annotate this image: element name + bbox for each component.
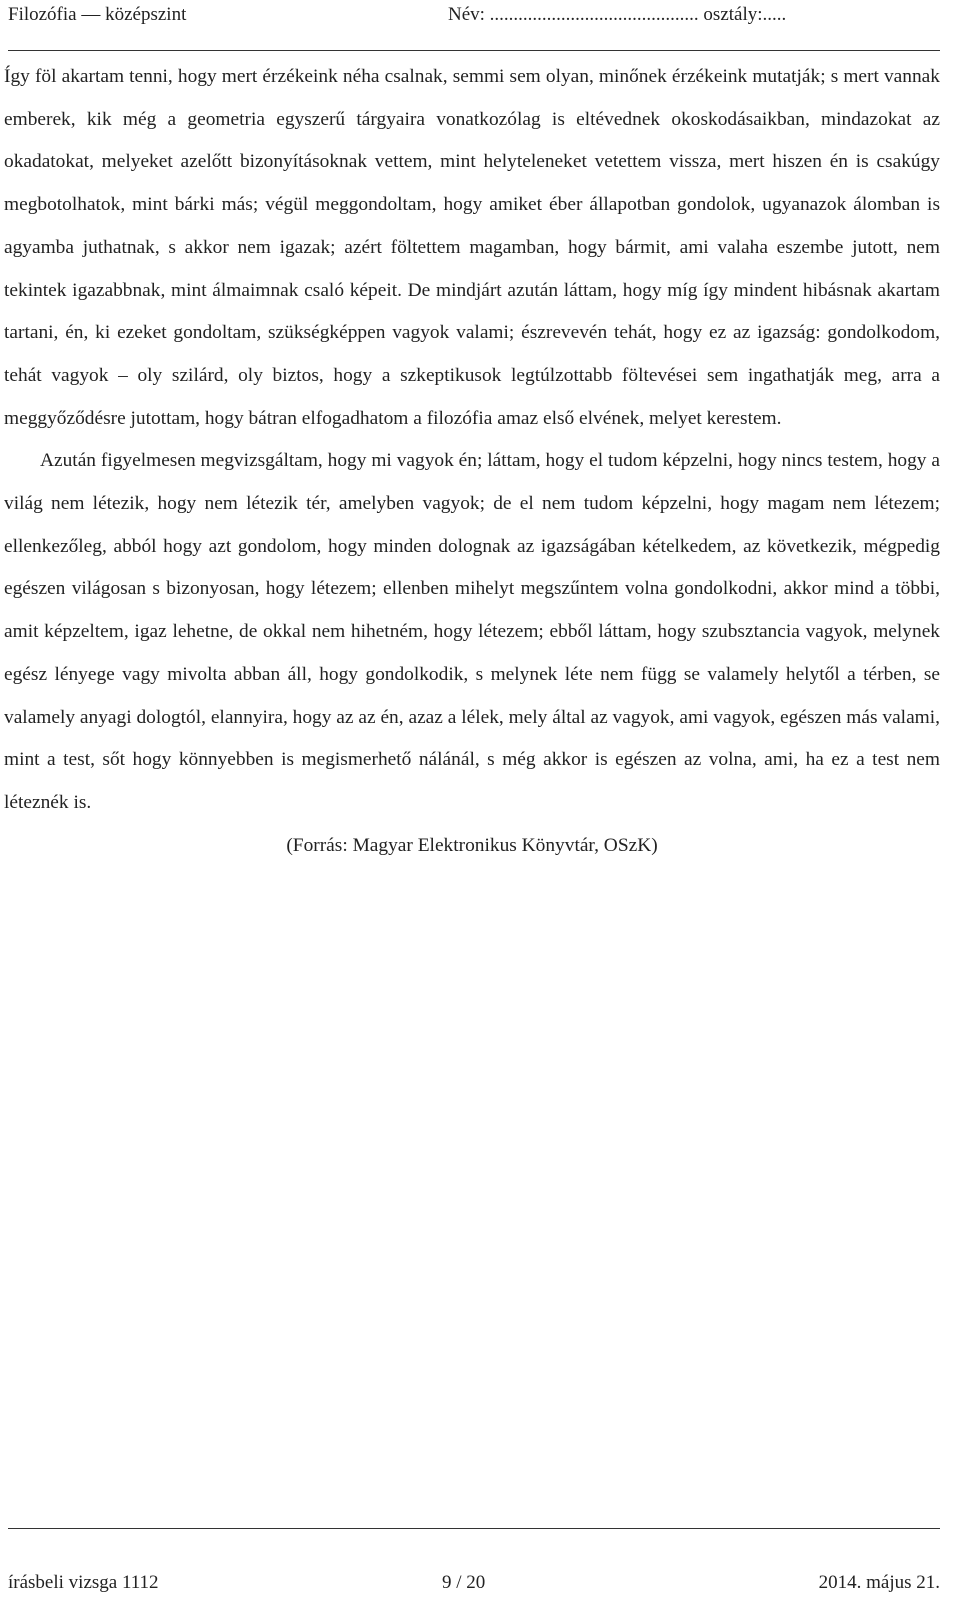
paragraph-2: Azután figyelmesen megvizsgáltam, hogy mi vagyok én; láttam, hogy el tudom képzelni, hogy nincs testem, hogy a világ nem létezik, hogy nem létezik tér, amelyben vagyok; de el nem tudom képzelni, hogy magam nem létezem; ellenkezőleg, abból hogy azt gondolom, hogy minden dolognak az igazságában kételkedem, az következik, mégpedig egészen világosan s bizonyosan, hogy létezem; ellenben mihelyt megszűntem volna gondolkodni, akkor mind a többi, amit képzeltem, igaz lehetne, de okkal nem hihetném, hogy létezem; ebből láttam, hogy szubsztancia vagyok, melynek egész lényege vagy mivolta abban áll, hogy gondolkodik, s melynek léte nem függ se valamely helytől a térben, se valamely anyagi dologtól, elannyira, hogy az az én, azaz a lélek, mely által az vagyok, ami vagyok, egészen más valami, mint a test, sőt hogy könnyebben is megismerhető nálánál, s még akkor is egészen az volna, ami, ha ez a test nem léteznék is. (4, 450, 940, 813)
paragraph-1: Így föl akartam tenni, hogy mert érzékeink néha csalnak, semmi sem olyan, minőnek érzékeink mutatják; s mert vannak emberek, kik még a geometria egyszerű tárgyaira vonatkozólag is eltévednek okoskodásaikban, mindazokat az okadatokat, melyeket azelőtt bizonyításoknak vettem, mint helyteleneket vetettem vissza, mert hiszen én is csakúgy megbotolhatok, mint bárki más; végül meggondoltam, hogy amiket éber állapotban gondolok, ugyanazok álomban is agyamba juthatnak, s akkor nem igazak; azért föltettem magamban, hogy bármit, ami valaha eszembe jutott, nem tekintek igazabbnak, mint álmaimnak csaló képeit. De mindjárt azután láttam, hogy míg így mindent hibásnak akartam tartani, én, ki ezeket gondoltam, szükségképpen vagyok valami; észrevevén tehát, hogy ez az igazság: gondolkodom, tehát vagyok – oly szilárd, oly biztos, hogy a szkeptikusok legtúlzottabb föltevései sem ingathatják meg, arra a meggyőződésre jutottam, hogy bátran elfogadhatom a filozófia amaz első elvének, melyet kerestem. (4, 66, 940, 429)
source-citation: (Forrás: Magyar Elektronikus Könyvtár, OSzK) (286, 834, 658, 856)
main-text (4, 56, 940, 867)
footer-divider (8, 1528, 940, 1529)
header-subject: Filozófia — középszint (8, 4, 187, 25)
page-header (8, 0, 940, 51)
footer-page-number: 9 / 20 (442, 1572, 486, 1593)
footer-exam-code: írásbeli vizsga 1112 (8, 1572, 159, 1593)
footer-date: 2014. május 21. (818, 1572, 940, 1593)
header-name-class-field: Név: ............................................ osztály:..... (448, 4, 787, 25)
